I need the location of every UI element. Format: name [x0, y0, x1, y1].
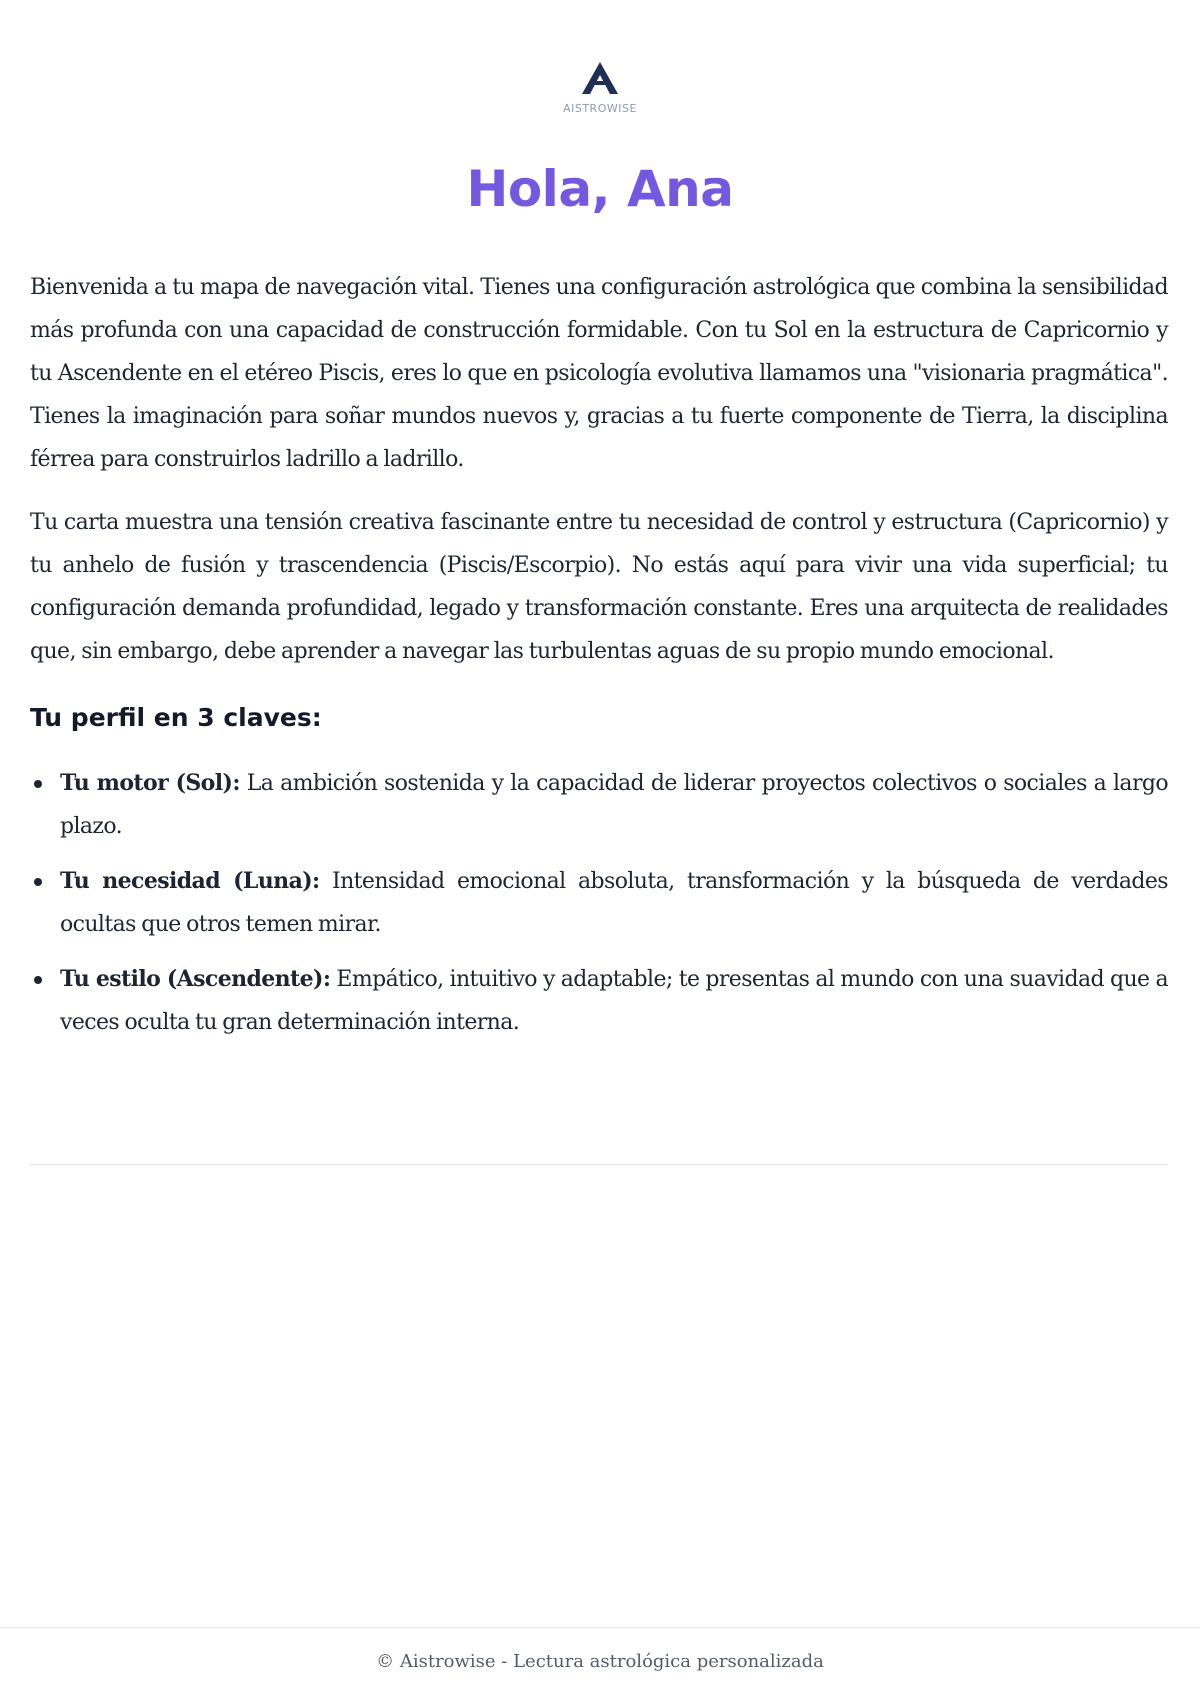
bullet-icon — [34, 780, 42, 788]
profile-keys-list — [30, 762, 1168, 1044]
greeting-title: Hola, Ana — [466, 160, 734, 218]
logo-a-icon — [580, 60, 620, 96]
footer-divider — [0, 1627, 1200, 1628]
footer-text: © Aistrowise - Lectura astrológica personalizada — [376, 1651, 824, 1672]
key-label: Tu estilo (Ascendente): — [60, 966, 331, 992]
intro-paragraph-1: Bienvenida a tu mapa de navegación vital. Tienes una configuración astrológica que combina la sensibilidad más profunda con una capacidad de construcción formidable. Con tu Sol en la estructura de Capricornio y tu Ascendente en el etéreo Piscis, eres lo que en psicología evolutiva llamamos una "visionaria pragmática". Tienes la imaginación para soñar mundos nuevos y, gracias a tu fuerte componente de Tierra, la disciplina férrea para construirlos ladrillo a ladrillo. — [30, 275, 1168, 472]
intro-paragraph-2: Tu carta muestra una tensión creativa fascinante entre tu necesidad de control y estructura (Capricornio) y tu anhelo de fusión y trascendencia (Piscis/Escorpio). No estás aquí para vivir una vida superficial; tu configuración demanda profundidad, legado y transformación constante. Eres una arquitecta de realidades que, sin embargo, debe aprender a navegar las turbulentas aguas de su propio mundo emocional. — [30, 510, 1168, 664]
key-text: La ambición sostenida y la capacidad de liderar proyectos colectivos o sociales a largo plazo. — [60, 771, 1168, 839]
main-content — [30, 266, 1168, 1056]
list-item — [30, 762, 1168, 848]
key-text: Intensidad emocional absoluta, transformación y la búsqueda de verdades ocultas que otros temen mirar. — [60, 869, 1169, 937]
brand-name: AISTROWISE — [563, 102, 637, 115]
content-divider — [30, 1164, 1168, 1165]
brand-logo — [0, 60, 1200, 115]
bullet-icon — [34, 976, 42, 984]
profile-section-title: Tu perfil en 3 claves: — [30, 703, 322, 732]
key-label: Tu necesidad (Luna): — [60, 868, 320, 894]
key-label: Tu motor (Sol): — [60, 770, 240, 796]
key-text: Empático, intuitivo y adaptable; te presentas al mundo con una suavidad que a veces oculta tu gran determinación interna. — [60, 967, 1168, 1035]
bullet-icon — [34, 878, 42, 886]
list-item — [30, 860, 1168, 946]
list-item — [30, 958, 1168, 1044]
